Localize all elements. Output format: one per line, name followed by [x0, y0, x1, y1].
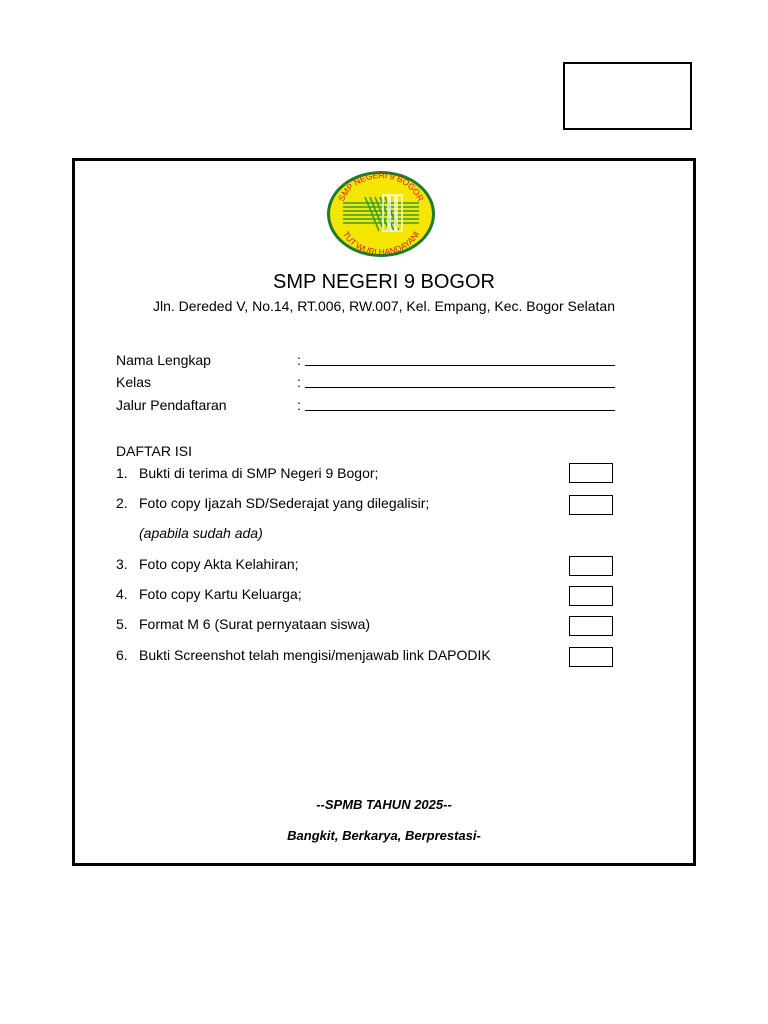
registration-number-box [563, 62, 692, 130]
field-input-line[interactable] [305, 365, 615, 366]
checklist-checkbox-1[interactable] [569, 463, 613, 483]
checklist-checkbox-3[interactable] [569, 556, 613, 576]
item-number: 1. [116, 465, 128, 481]
school-logo [325, 169, 437, 259]
school-name: SMP NEGERI 9 BOGOR [273, 271, 495, 293]
item-text: Bukti Screenshot telah mengisi/menjawab link DAPODIK [139, 647, 491, 663]
logo-top-text: SMP NEGERI 9 BOGOR [336, 169, 426, 203]
item-number: 5. [116, 616, 128, 632]
field-label: Nama Lengkap [116, 352, 211, 368]
checklist-checkbox-2[interactable] [569, 495, 613, 515]
item-text: Foto copy Kartu Keluarga; [139, 586, 302, 602]
item-text: Format M 6 (Surat pernyataan siswa) [139, 616, 371, 632]
checklist-title: DAFTAR ISI [116, 443, 192, 459]
item-number: 2. [116, 495, 128, 511]
field-label: Jalur Pendaftaran [116, 397, 227, 413]
item-text: Foto copy Akta Kelahiran; [139, 556, 299, 572]
field-separator: : [297, 397, 301, 413]
field-input-line[interactable] [305, 387, 615, 388]
logo-bottom-text: TUT WURI HANDAYANI [340, 229, 422, 258]
field-separator: : [297, 352, 301, 368]
item-note: (apabila sudah ada) [139, 525, 263, 541]
checklist-checkbox-5[interactable] [569, 616, 613, 636]
field-separator: : [297, 374, 301, 390]
item-number: 4. [116, 586, 128, 602]
item-number: 3. [116, 556, 128, 572]
item-number: 6. [116, 647, 128, 663]
checklist-checkbox-4[interactable] [569, 586, 613, 606]
footer-motto: Bangkit, Berkarya, Berprestasi- [287, 828, 481, 843]
field-input-line[interactable] [305, 410, 615, 411]
footer-event-title: --SPMB TAHUN 2025-- [316, 797, 452, 812]
checklist-checkbox-6[interactable] [569, 647, 613, 667]
item-text: Foto copy Ijazah SD/Sederajat yang dilegalisir; [139, 495, 430, 511]
field-label: Kelas [116, 374, 152, 390]
item-text: Bukti di terima di SMP Negeri 9 Bogor; [139, 465, 379, 481]
school-address: Jln. Dereded V, No.14, RT.006, RW.007, Kel. Empang, Kec. Bogor Selatan [152, 298, 616, 314]
